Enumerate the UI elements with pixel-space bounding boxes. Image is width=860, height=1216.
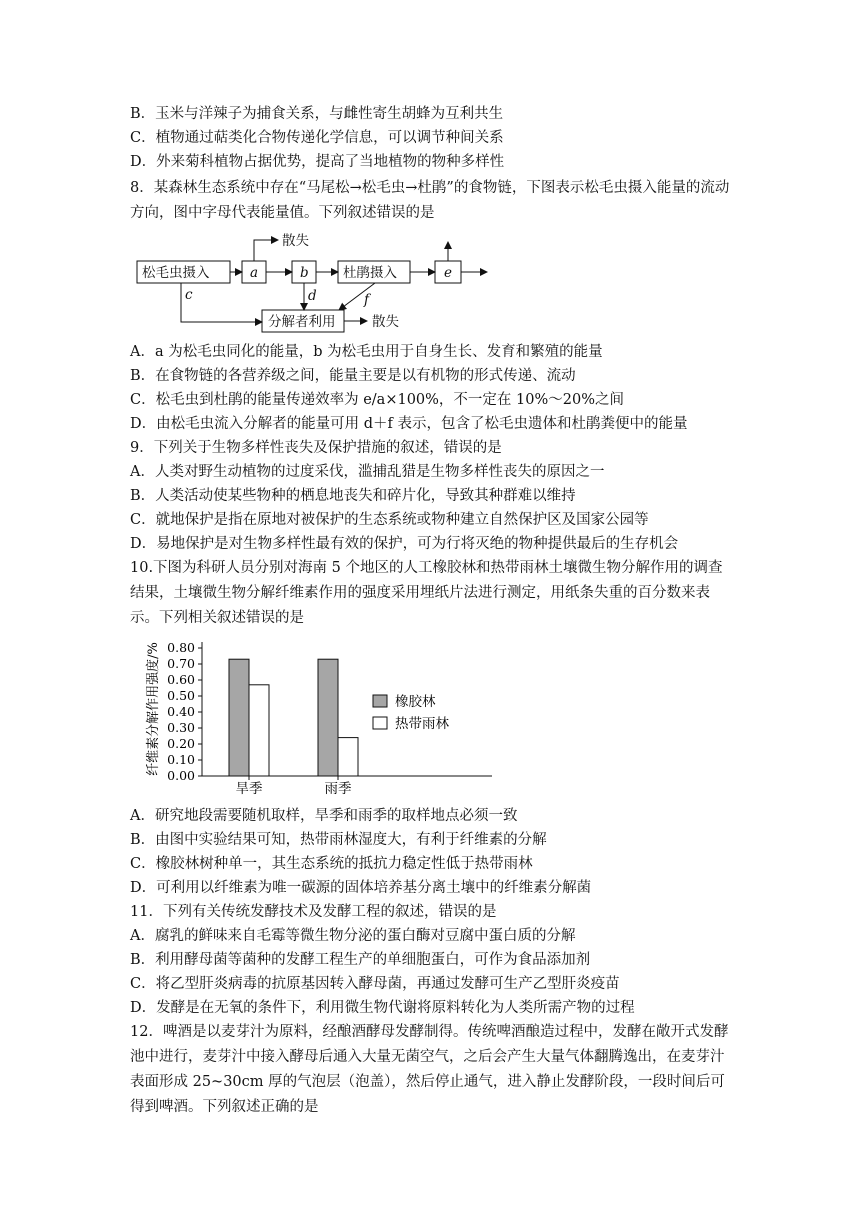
bar-1-1 — [338, 738, 358, 776]
q9-option-a: A．人类对野生动植物的过度采伐，滥捕乱猎是生物多样性丧失的原因之一 — [130, 464, 605, 480]
y-tick-label: 0.20 — [167, 736, 195, 751]
bar-0-1 — [249, 685, 269, 776]
q8-stem: 8．某森林生态系统中存在“马尾松→松毛虫→杜鹃”的食物链，下图表示松毛虫摄入能量的流动方向，图中字母代表能量值。下列叙述错误的是 — [130, 180, 730, 221]
q10-option-b: B．由图中实验结果可知，热带雨林湿度大，有利于纤维素的分解 — [130, 832, 547, 848]
q7-option-d: D．外来菊科植物占据优势，提高了当地植物的物种多样性 — [130, 154, 505, 170]
node-decomposer: 分解者利用 — [268, 314, 336, 330]
cellulose-decomposition-chart — [135, 628, 495, 802]
label-c: c — [185, 287, 193, 303]
q11-stem: 11．下列有关传统发酵技术及发酵工程的叙述，错误的是 — [130, 904, 497, 920]
q11-option-c: C．将乙型肝炎病毒的抗原基因转入酵母菌，再通过发酵可生产乙型肝炎疫苗 — [130, 976, 620, 992]
y-tick-label: 0.70 — [167, 656, 195, 671]
bar-1-0 — [318, 659, 338, 776]
x-tick-label: 旱季 — [235, 781, 263, 797]
q10-option-a: A．研究地段需要随机取样，旱季和雨季的取样地点必须一致 — [130, 808, 518, 824]
q12-stem: 12．啤酒是以麦芽汁为原料，经酿酒酵母发酵制得。传统啤酒酿造过程中，发酵在敞开式发酵池中进行，麦芽汁中接入酵母后通入大量无菌空气，之后会产生大量气体翻腾逸出，在麦芽汁表面形成 25~30cm 厚的气泡层（泡盖），然后停止通气，进入静止发酵阶段，一段时间后可得到啤酒。下列叙述正确的是 — [130, 1024, 729, 1115]
q9-option-b: B．人类活动使某些物种的栖息地丧失和碎片化，导致其种群难以维持 — [130, 488, 576, 504]
node-a: a — [250, 265, 259, 281]
node-e: e — [444, 265, 452, 281]
q7-option-b: B．玉米与洋辣子为捕食关系，与雌性寄生胡蜂为互利共生 — [130, 106, 504, 122]
q10-stem: 10.下图为科研人员分别对海南 5 个地区的人工橡胶林和热带雨林土壤微生物分解作用的调查结果，土壤微生物分解纤维素作用的强度采用埋纸片法进行测定，用纸条失重的百分数来表示。下列相关叙述错误的是 — [130, 560, 723, 626]
x-tick-label: 雨季 — [324, 781, 352, 797]
q9-option-d: D．易地保护是对生物多样性最有效的保护，可为行将灭绝的物种提供最后的生存机会 — [130, 536, 679, 552]
label-d: d — [308, 288, 317, 304]
y-tick-label: 0.10 — [167, 752, 195, 767]
label-loss-bottom: 散失 — [372, 314, 399, 330]
legend-label: 热带雨林 — [395, 716, 449, 732]
q8-option-b: B．在食物链的各营养级之间，能量主要是以有机物的形式传递、流动 — [130, 368, 576, 384]
bar-0-0 — [229, 659, 249, 776]
q7-option-c: C．植物通过萜类化合物传递化学信息，可以调节种间关系 — [130, 130, 504, 146]
y-tick-label: 0.50 — [167, 688, 195, 703]
energy-flow-diagram — [135, 228, 495, 338]
y-tick-label: 0.30 — [167, 720, 195, 735]
q11-option-a: A．腐乳的鲜味来自毛霉等微生物分泌的蛋白酶对豆腐中蛋白质的分解 — [130, 928, 576, 944]
node-intake: 松毛虫摄入 — [142, 265, 210, 281]
legend-label: 橡胶林 — [395, 694, 436, 710]
y-tick-label: 0.60 — [167, 672, 195, 687]
label-loss-top: 散失 — [282, 233, 309, 249]
q10-option-c: C．橡胶林树种单一，其生态系统的抵抗力稳定性低于热带雨林 — [130, 856, 533, 872]
legend-swatch — [373, 717, 387, 729]
q8-option-c: C．松毛虫到杜鹃的能量传递效率为 e/a×100%，不一定在 10%～20%之间 — [130, 392, 624, 408]
q11-option-d: D．发酵是在无氧的条件下，利用微生物代谢将原料转化为人类所需产物的过程 — [130, 1000, 635, 1016]
label-f: f — [364, 292, 369, 308]
legend-swatch — [373, 695, 387, 707]
q10-option-d: D．可利用以纤维素为唯一碳源的固体培养基分离土壤中的纤维素分解菌 — [130, 880, 592, 896]
y-tick-label: 0.80 — [167, 640, 195, 655]
q9-option-c: C．就地保护是指在原地对被保护的生态系统或物种建立自然保护区及国家公园等 — [130, 512, 649, 528]
node-cuckoo-intake: 杜鹃摄入 — [343, 265, 397, 281]
q9-stem: 9．下列关于生物多样性丧失及保护措施的叙述，错误的是 — [130, 440, 502, 456]
q8-option-d: D．由松毛虫流入分解者的能量可用 d＋f 表示，包含了松毛虫遗体和杜鹃粪便中的能量 — [130, 416, 688, 432]
q8-option-a: A．a 为松毛虫同化的能量，b 为松毛虫用于自身生长、发育和繁殖的能量 — [130, 344, 603, 360]
y-tick-label: 0.00 — [167, 768, 195, 783]
chart-ylabel: 纤维素分解作用强度/% — [146, 642, 161, 776]
y-tick-label: 0.40 — [167, 704, 195, 719]
node-b: b — [300, 265, 309, 281]
q11-option-b: B．利用酵母菌等菌种的发酵工程生产的单细胞蛋白，可作为食品添加剂 — [130, 952, 591, 968]
